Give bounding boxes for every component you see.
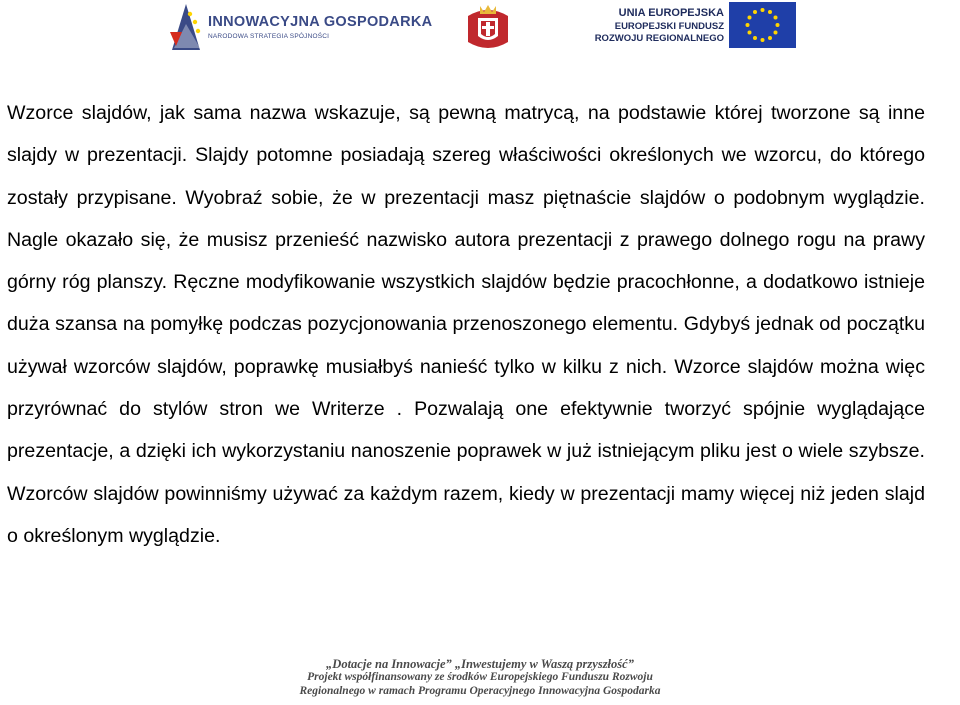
eu-fund-logo (594, 2, 796, 52)
eu-logo-line3: ROZWOJU REGIONALNEGO (594, 33, 724, 44)
footer-cofinancing-line2: Regionalnego w ramach Programu Operacyjnego Innowacyjna Gospodarka (299, 684, 661, 697)
coat-of-arms-icon (462, 2, 514, 54)
innowacyjna-gospodarka-emblem-icon (170, 2, 204, 52)
main-paragraph (7, 92, 925, 557)
eu-flag-icon (729, 2, 796, 48)
innowacyjna-gospodarka-logo (170, 0, 433, 56)
logo-title: INNOWACYJNA GOSPODARKA (208, 14, 433, 30)
body-text: Wzorce slajdów, jak sama nazwa wskazuje, są pewną matrycą, na podstawie której tworzone są inne slajdy w prezentacji. Slajdy potomne posiadają szereg właściwości określonych we wzorcu, do którego zostały przypisane. Wyobraź sobie, że w prezentacji masz piętnaście slajdów o podobnym wyglądzie. Nagle okazało się, że musisz przenieść nazwisko autora prezentacji z prawego dolnego rogu na prawy górny róg planszy. Ręczne modyfikowanie wszystkich slajdów będzie pracochłonne, a dodatkowo istnieje duża szansa na pomyłkę podczas pozycjonowania przenoszonego elementu. Gdybyś jednak od początku używał wzorców slajdów, poprawkę musiałbyś nanieść tylko w kilku z nich. Wzorce slajdów można więc przyrównać do stylów stron we Writerze . Pozwalają one efektywnie tworzyć spójnie wyglądające prezentacje, a dzięki ich wykorzystaniu nanoszenie poprawek w już istniejącym pliku jest o wiele szybsze. Wzorców slajdów powinniśmy używać za każdym razem, kiedy w prezentacji mamy więcej niż jeden slajd o określonym wyglądzie. (7, 102, 925, 547)
logo-subtitle: NARODOWA STRATEGIA SPÓJNOŚCI (208, 33, 330, 40)
footer (0, 657, 960, 698)
eu-logo-line1: UNIA EUROPEJSKA (618, 7, 724, 19)
footer-cofinancing-line1: Projekt współfinansowany ze środków Europejskiego Funduszu Rozwoju (307, 671, 653, 683)
eu-logo-line2: EUROPEJSKI FUNDUSZ (614, 21, 724, 32)
footer-slogan: „Dotacje na Innowacje” „Inwestujemy w Waszą przyszłość” (326, 657, 634, 671)
coat-of-arms-logo (462, 2, 514, 54)
